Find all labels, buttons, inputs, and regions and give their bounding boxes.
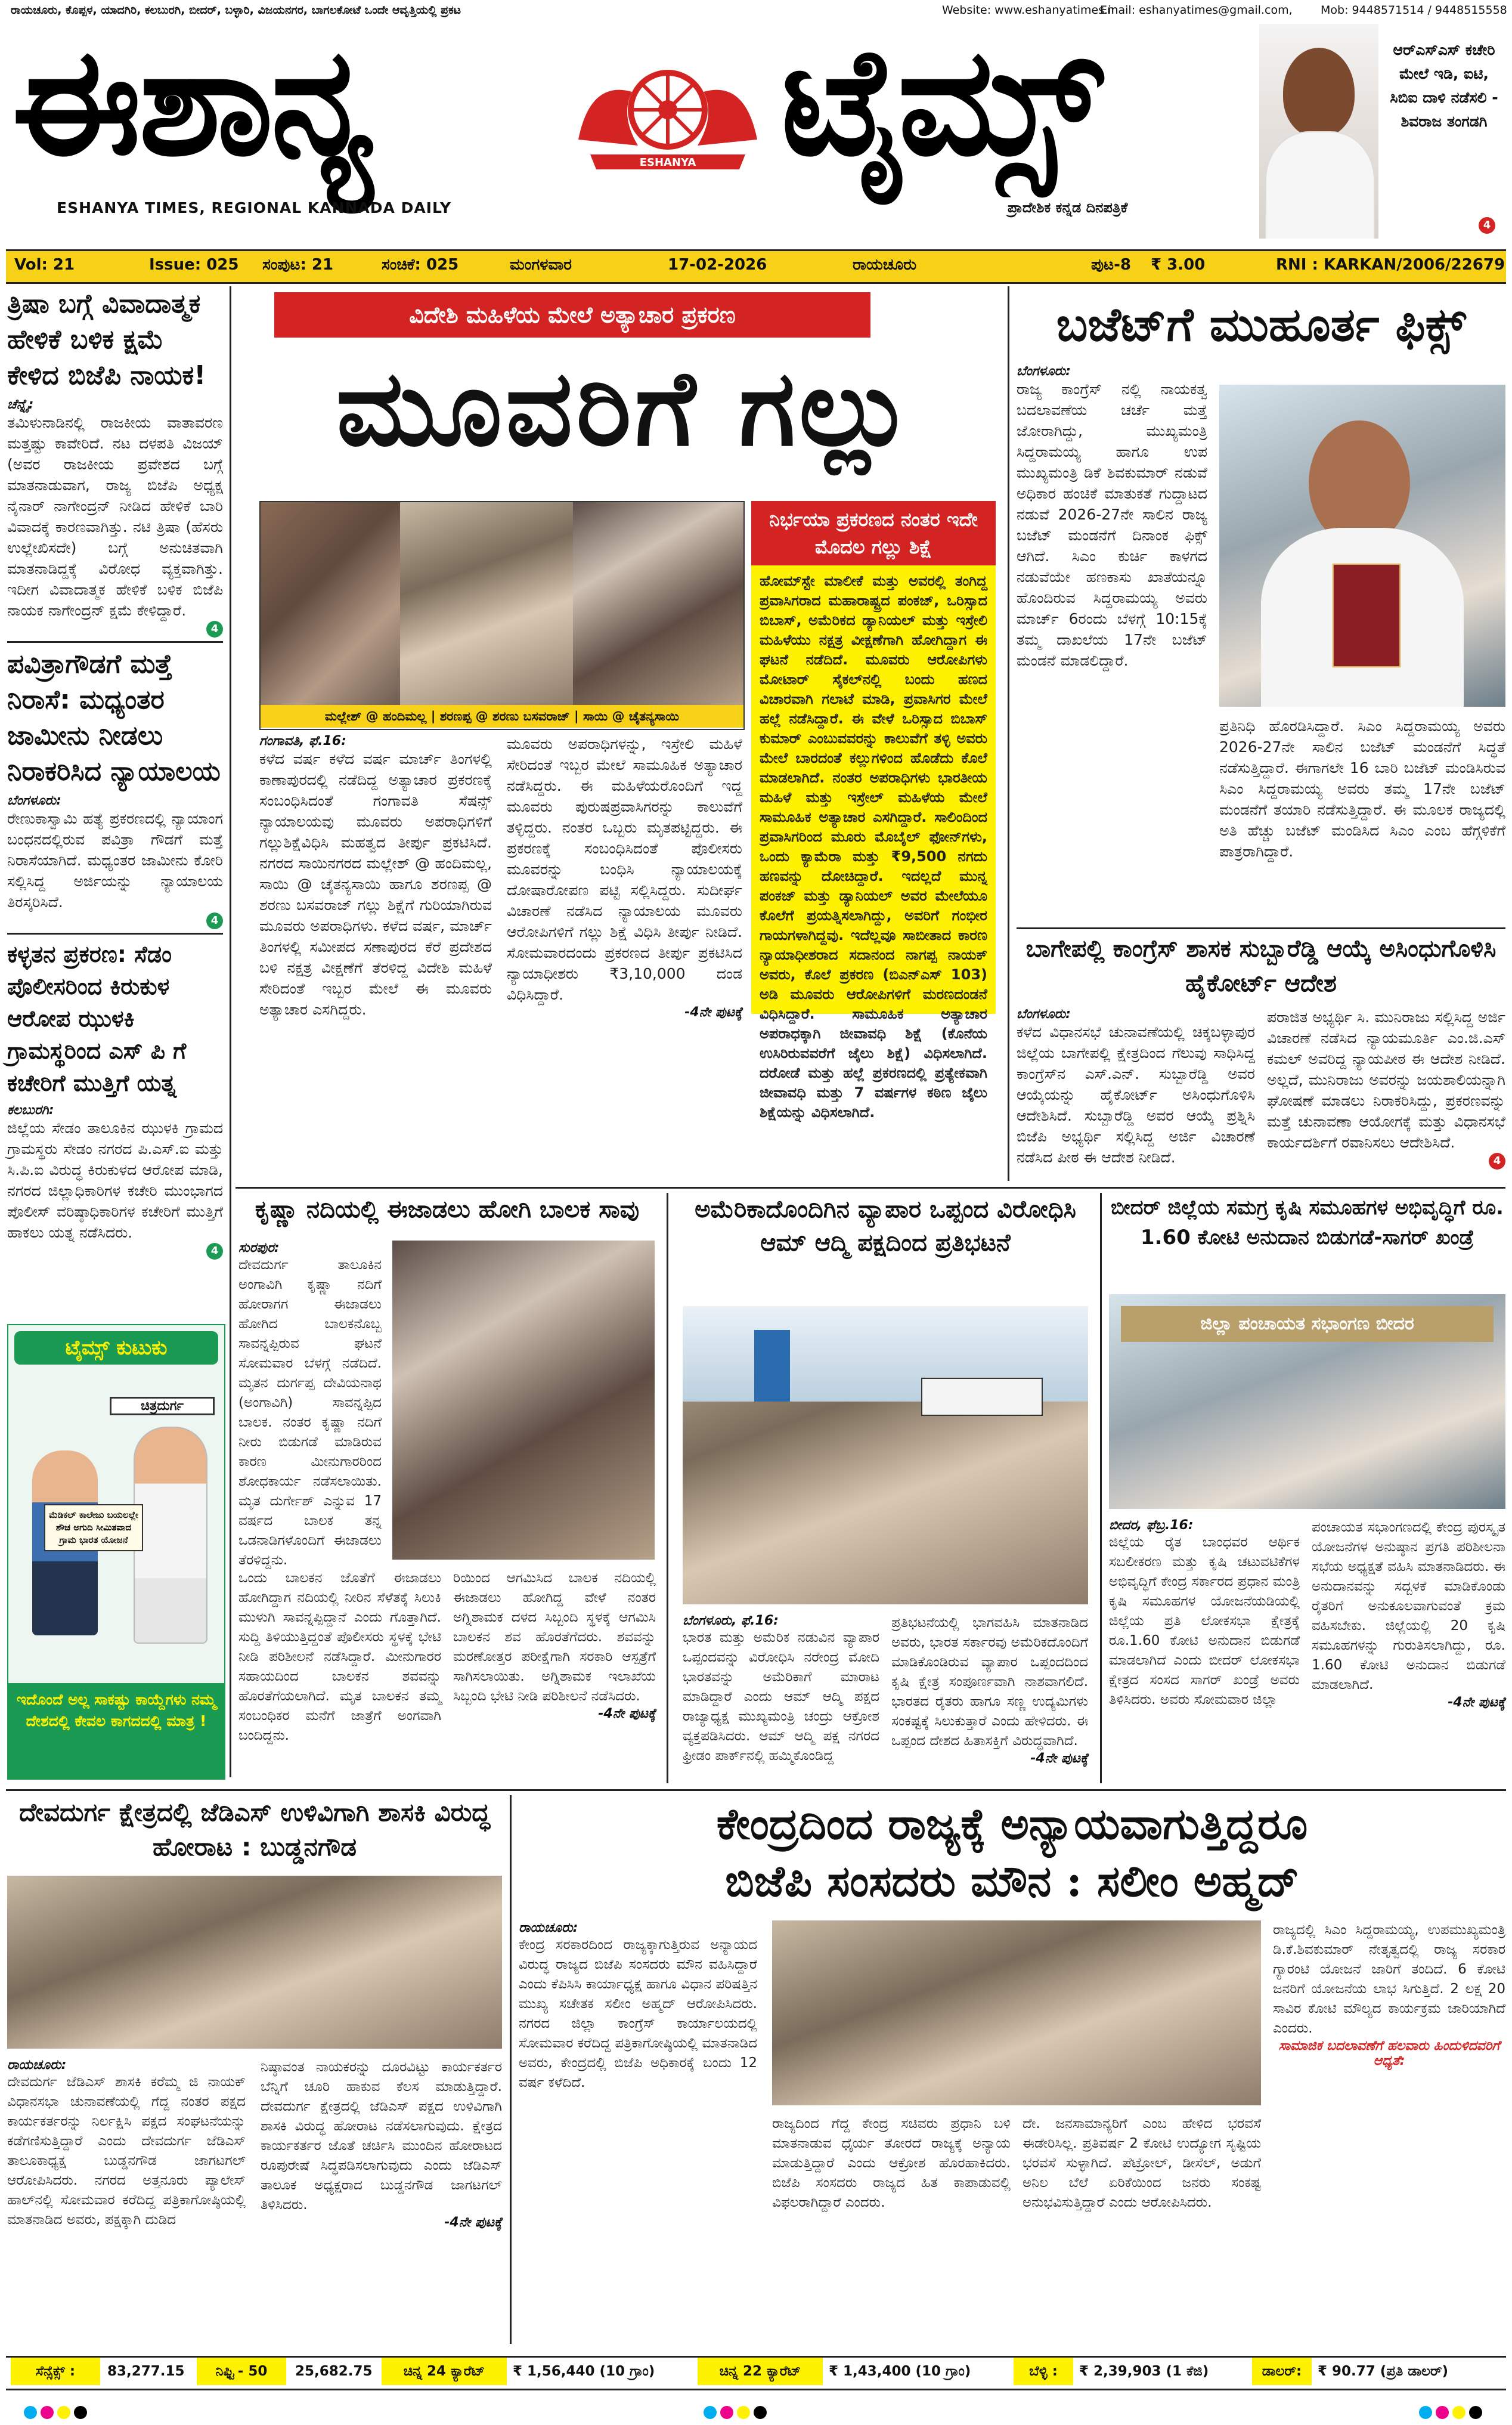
aap-protest-photo [683,1306,1088,1604]
budget-story[interactable] [1017,286,1505,913]
story-body: ದೇವದುರ್ಗ ಜೆಡಿಎಸ್ ಶಾಸಕಿ ಕರೆಮ್ಮ ಜಿ ನಾಯಕ್ ವಿಧಾನಸಭಾ ಚುನಾವಣೆಯಲ್ಲಿ ಗೆದ್ದ ನಂತರ ಪಕ್ಷದ ಕಾರ್ಯಕರ್ತರನ್ನು ನಿರ್ಲಕ್ಷಿಸಿ ಪಕ್ಷದ ಸಂಘಟನೆಯನ್ನು ಕಡೆಗಣಿಸುತ್ತಿದ್ದಾರೆ ಎಂದು ದೇವದುರ್ಗ ಜೆಡಿಎಸ್ ತಾಲೂಕಾಧ್ಯಕ್ಷ ಬುಡ್ಡನಗೌಡ ಜಾಗಟಗಲ್ ಆರೋಪಿಸಿದರು. ನಗರದ ಅತ್ತನೂರು ಪ್ಯಾಲೇಸ್ ಹಾಲ್‌ನಲ್ಲಿ ಸೋಮವಾರ ಕರೆದಿದ್ದ ಪತ್ರಿಕಾಗೋಷ್ಠಿಯಲ್ಲಿ ಮಾತನಾಡಿದ ಅವರು, ಪಕ್ಷಕ್ಕಾಗಿ ದುಡಿದ [7,2074,246,2228]
cartoon-logo: ಟೈಮ್ಸ್ ಕುಟುಕು [14,1331,218,1365]
quote-text: ಆರ್‌ಎಸ್‌ಎಸ್ ಕಚೇರಿ ಮೇಲೆ ಇಡಿ, ಐಟಿ, ಸಿಬಿಐ ದಾಳಿ ನಡೆಸಲಿ - ಶಿವರಾಜ ತಂಗಡಗಿ [1390,41,1498,130]
budget-photo-caption: ಪ್ರತಿನಿಧಿ ಹೊರಡಿಸಿದ್ದಾರೆ. ಸಿಎಂ ಸಿದ್ದರಾಮಯ್ಯ ಅವರು 2026-27ನೇ ಸಾಲಿನ ಬಜೆಟ್ ಮಂಡನೆಗೆ ಸಿದ್ಧತೆ ನಡೆಸುತ್ತಿದ್ದಾರೆ. ಈಗಾಗಲೇ 16 ಬಾರಿ ಬಜೆಟ್ ಮಂಡಿಸಿರುವ ಸಿಎಂ ಸಿದ್ದರಾಮಯ್ಯ ಅವರು ತಮ್ಮ 17ನೇ ಬಜೆಟ್ ಮಂಡನೆಗೆ ತಯಾರಿ ನಡೆಸುತ್ತಿದ್ದಾರೆ. ಈ ಮೂಲಕ ರಾಜ್ಯದಲ್ಲಿ ಅತಿ ಹೆಚ್ಚು ಬಜೆಟ್ ಮಂಡಿಸಿದ ಸಿಎಂ ಎಂಬ ಹೆಗ್ಗಳಿಕೆಗೆ ಪಾತ್ರರಾಗಿದ್ದಾರೆ. [1219,717,1505,860]
dateline: ಬೆಂಗಳೂರು: [7,793,61,808]
saleem-col-1 [519,1920,757,2093]
page-badge: 4 [206,913,223,929]
emblem-label: ESHANYA TIMES [639,156,696,181]
volume: Vol: 21 [14,256,75,274]
issue: Issue: 025 [149,256,239,274]
rni-number: RNI : KARKAN/2006/22679 [1276,256,1505,274]
masthead-title-left: ಈಶಾನ್ಯ [12,13,372,188]
mobile-numbers: Mob: 9448571514 / 9448515558 [1321,4,1507,17]
sensex-label: ಸೆನ್ಸೆಕ್ಸ್ : [11,2358,100,2385]
lead-story[interactable] [238,286,1000,1181]
accused-photo-1 [261,502,400,705]
story-body: ಪಂಚಾಯತ ಸಭಾಂಗಣದಲ್ಲಿ ಕೇಂದ್ರ ಪುರಸ್ಕೃತ ಯೋಜನೆಗಳ ಅನುಷ್ಠಾನ ಪ್ರಗತಿ ಪರಿಶೀಲನಾ ಸಭೆಯ ಅಧ್ಯಕ್ಷತೆ ವಹಿಸಿ ಮಾತನಾಡಿದರು. ಈ ಅನುದಾನವನ್ನು ಸದ್ಬಳಕೆ ಮಾಡಿಕೊಂಡು ರೈತರಿಗೆ ಅನುಕೂಲವಾಗುವಂತೆ ಕ್ರಮ ವಹಿಸಬೇಕು. ಜಿಲ್ಲೆಯಲ್ಲಿ 20 ಕೃಷಿ ಸಮೂಹಗಳನ್ನು ಗುರುತಿಸಲಾಗಿದ್ದು, ರೂ. 1.60 ಕೋಟಿ ಅನುದಾನ ಬಿಡುಗಡೆ ಮಾಡಲಾಗಿದೆ. [1312,1520,1505,1693]
lead-sidebar-title: ನಿರ್ಭಯಾ ಪ್ರಕರಣದ ನಂತರ ಇದೇ ಮೊದಲ ಗಲ್ಲು ಶಿಕ್ಷೆ [751,501,996,565]
accused-photo-caption: ಮಲ್ಲೇಶ್ @ ಹಂದಿಮಲ್ಲ | ಶರಣಪ್ಪ @ ಶರಣು ಬಸವರಾಜ್ | ಸಾಯಿ @ ಚೈತನ್ಯಸಾಯಿ [261,705,743,728]
bidar-story[interactable] [1109,1193,1505,1789]
aap-headline: ಅಮೆರಿಕಾದೊಂದಿಗಿನ ವ್ಯಾಪಾರ ಒಪ್ಪಂದ ವಿರೋಧಿಸಿ ಆಮ್ ಆದ್ಮಿ ಪಕ್ಷದಿಂದ ಪ್ರತಿಭಟನೆ [695,1196,1076,1257]
bagepalli-story[interactable] [1017,927,1505,1180]
story-body: ಕಳೆದ ವರ್ಷ ಕಳೆದ ವರ್ಷ ಮಾರ್ಚ್ ತಿಂಗಳಲ್ಲಿ ಕಾಣಾಪುರದಲ್ಲಿ ನಡೆದಿದ್ದ ಅತ್ಯಾಚಾರ ಪ್ರಕರಣಕ್ಕೆ ಸಂಬಂಧಿಸಿದಂತೆ ಗಂಗಾವತಿ ಸೆಷನ್ಸ್ ನ್ಯಾಯಾಲಯವು ಮೂವರು ಅಪರಾಧಿಗಳಿಗೆ ಗಲ್ಲುಶಿಕ್ಷೆವಿಧಿಸಿ ಮಹತ್ವದ ತೀರ್ಪು ಪ್ರಕಟಿಸಿದೆ. ನಗರದ ಸಾಯಿನಗರದ ಮಲ್ಲೇಶ್ @ ಹಂದಿಮಲ್ಲ, ಸಾಯಿ @ ಚೈತನ್ಯಸಾಯಿ ಹಾಗೂ ಶರಣಪ್ಪ @ ಶರಣು ಬಸವರಾಜ್ ಗಲ್ಲು ಶಿಕ್ಷೆಗೆ ಗುರಿಯಾಗಿರುವ ಮೂವರು ಅಪರಾಧಿಗಳು. ಕಳೆದ ವರ್ಷ, ಮಾರ್ಚ್ ತಿಂಗಳಲ್ಲಿ ಸಮೀಪದ ಸಣಾಪುರದ ಕೆರೆ ಪ್ರದೇಶದ ಬಳಿ ನಕ್ಷತ್ರ ವೀಕ್ಷಣೆಗೆ ತೆರಳಿದ್ದ ವಿದೇಶಿ ಮಹಿಳೆ ಸೇರಿದಂತೆ ಇಬ್ಬರ ಮೇಲೆ ಈ ಮೂವರು ಅತ್ಯಾಚಾರ ಎಸಗಿದ್ದರು. [259,750,492,1018]
issue-date: 17-02-2026 [668,256,767,274]
story-body: ದೇವದುರ್ಗ ತಾಲೂಕಿನ ಅಂಗಾವಿಗಿ ಕೃಷ್ಣಾ ನದಿಗೆ ಹೋರಾಗಗ ಈಜಾಡಲು ಹೋಗಿದ ಬಾಲಕನೊಬ್ಬ ಸಾವನ್ನಪ್ಪಿರುವ ಘಟನೆ ಸೋಮವಾರ ಬೆಳಗ್ಗೆ ನಡೆದಿದೆ. ಮೃತನ ದುರ್ಗಪ್ಪ ದೇವಿಯನಾಥ (ಅಂಗಾವಿಗಿ) ಸಾವನ್ನಪ್ಪಿದ ಬಾಲಕ. ನಂತರ ಕೃಷ್ಣಾ ನದಿಗೆ ನೀರು ಬಿಡುಗಡೆ ಮಾಡಿರುವ ಕಾರಣ ಮೀನುಗಾರರಿಂದ ಶೋಧಕಾರ್ಯ ನಡೆಸಲಾಯಿತು. ಮೃತ ದುರ್ಗೇಶ್ ಎನ್ನುವ 17 ವರ್ಷದ ಬಾಲಕ ತನ್ನ ಒಡನಾಡಿಗಳೊಂದಿಗೆ ಈಜಾಡಲು ತೆರಳಿದ್ದನು. [238,1257,382,1568]
headline: ಕಳ್ಳತನ ಪ್ರಕರಣ: ಸೆಡಂ ಪೊಲೀಸರಿಂದ ಕಿರುಕುಳ ಆರೋಪ ಝುಳಕಿ ಗ್ರಾಮಸ್ಥರಿಂದ ಎಸ್ ಪಿ ಗೆ ಕಚೇರಿಗೆ ಮುತ್ತಿಗೆ ಯತ್ನ [7,941,187,1096]
bagepalli-headline: ಬಾಗೇಪಲ್ಲಿ ಕಾಂಗ್ರೆಸ್ ಶಾಸಕ ಸುಬ್ಬಾರೆಡ್ಡಿ ಆಯ್ಕೆ ಅಸಿಂಧುಗೊಳಿಸಿ ಹೈಕೋರ್ಟ್ ಆದೇಶ [1025,935,1496,997]
story-pavithra[interactable] [7,647,223,929]
story-body: ಪ್ರತಿಭಟನೆಯಲ್ಲಿ ಭಾಗವಹಿಸಿ ಮಾತನಾಡಿದ ಅವರು, ಭಾರತ ಸರ್ಕಾರವು ಅಮೆರಿಕದೊಂದಿಗೆ ಮಾಡಿಕೊಂಡಿರುವ ವ್ಯಾಪಾರ ಒಪ್ಪಂದದಿಂದ ಕೃಷಿ ಕ್ಷೇತ್ರ ಸಂಪೂರ್ಣವಾಗಿ ನಾಶವಾಗಲಿದೆ. ಭಾರತದ ರೈತರು ಹಾಗೂ ಸಣ್ಣ ಉದ್ಯಮಿಗಳು ಸಂಕಷ್ಟಕ್ಕೆ ಸಿಲುಕುತ್ತಾರೆ ಎಂದು ಹೇಳಿದರು. ಈ ಒಪ್ಪಂದ ದೇಶದ ಹಿತಾಸಕ್ತಿಗೆ ವಿರುದ್ಧವಾಗಿದೆ. [891,1615,1088,1749]
krishna-headline: ಕೃಷ್ಣಾ ನದಿಯಲ್ಲಿ ಈಜಾಡಲು ಹೋಗಿ ಬಾಲಕ ಸಾವು [255,1196,640,1223]
bidar-headline: ಬೀದರ್ ಜಿಲ್ಲೆಯ ಸಮಗ್ರ ಕೃಷಿ ಸಮೂಹಗಳ ಅಭಿವೃದ್ಧಿಗೆ ರೂ. 1.60 ಕೋಟಿ ಅನುದಾನ ಬಿಡುಗಡೆ-ಸಾಗರ್ ಖಂಡ್ರೆ [1111,1196,1504,1249]
silver-value: ₹ 2,39,903 (1 ಕೆಜಿ) [1079,2364,1209,2379]
page-badge: 4 [206,1243,223,1260]
aap-col-2 [891,1613,1088,1766]
dateline: ಬೆಂಗಳೂರು: [1017,364,1071,379]
saleem-headline-line-2: ಬಿಜೆಪಿ ಸಂಸದರು ಮೌನ : ಸಲೀಂ ಅಹ್ಮದ್ [725,1855,1299,1906]
masthead-title-right: ಟೈಮ್ಸ್ [781,13,1100,188]
story-body: ರೇಣುಕಾಸ್ವಾಮಿ ಹತ್ಯೆ ಪ್ರಕರಣದಲ್ಲಿ ನ್ಯಾಯಾಂಗ ಬಂಧನದಲ್ಲಿರುವ ಪವಿತ್ರಾ ಗೌಡಗೆ ಮತ್ತೆ ನಿರಾಸೆಯಾಗಿದೆ. ಮಧ್ಯಂತರ ಜಾಮೀನು ಕೋರಿ ಸಲ್ಲಿಸಿದ್ದ ಅರ್ಜಿಯನ್ನು ನ್ಯಾಯಾಲಯ ತಿರಸ್ಕರಿಸಿದೆ. [7,810,223,911]
price: ₹ 3.00 [1151,256,1206,274]
masthead-english-name: ESHANYA TIMES, REGIONAL KANNADA DAILY [57,199,452,216]
aap-story[interactable] [677,1193,1094,1789]
story-body: ಕೇಂದ್ರ ಸರಕಾರದಿಂದ ರಾಜ್ಯಕ್ಕಾಗುತ್ತಿರುವ ಅನ್ಯಾಯದ ವಿರುದ್ಧ ರಾಜ್ಯದ ಬಿಜೆಪಿ ಸಂಸದರು ಮೌನ ವಹಿಸಿದ್ದಾರೆ ಎಂದು ಕೆಪಿಸಿಸಿ ಕಾರ್ಯಾಧ್ಯಕ್ಷ ಹಾಗೂ ವಿಧಾನ ಪರಿಷತ್ತಿನ ಮುಖ್ಯ ಸಚೇತಕ ಸಲೀಂ ಅಹ್ಮದ್ ಆರೋಪಿಸಿದರು. ನಗರದ ಜಿಲ್ಲಾ ಕಾಂಗ್ರೆಸ್ ಕಾರ್ಯಾಲಯದಲ್ಲಿ ಸೋಮವಾರ ಕರೆದಿದ್ದ ಪತ್ರಿಕಾಗೋಷ್ಠಿಯಲ್ಲಿ ಮಾತನಾಡಿದ ಅವರು, ಕೇಂದ್ರದಲ್ಲಿ ಬಿಜೆಪಿ ಅಧಿಕಾರಕ್ಕೆ ಬಂದು 12 ವರ್ಷ ಕಳೆದಿದೆ. [519,1937,757,2090]
saleem-story[interactable] [519,1795,1505,2350]
continued-subhead: ಸಾಮಾಜಿಕ ಬದಲಾವಣೆಗೆ ಹಲವಾರು ಹಿಂದುಳಿದವರಿಗೆ ಆಧ್ಯತೆ: [1278,2039,1500,2068]
cartoon-placard: ಮೆಡಿಕಲ್ ಕಾಲೇಜು ಬಯಲಲ್ಲೇ ಶೌಚ ಅಗುದಿ ಸೀಮಿತವಾದ ಗ್ರಾಮ ಭಾರತ ಯೋಜನೆ [44,1504,143,1551]
dollar-value: ₹ 90.77 (ಪ್ರತಿ ಡಾಲರ್) [1318,2364,1449,2379]
lead-kicker: ವಿದೇಶಿ ಮಹಿಳೆಯ ಮೇಲೆ ಅತ್ಯಾಚಾರ ಪ್ರಕರಣ [274,292,870,338]
devadurga-headline: ದೇವದುರ್ಗ ಕ್ಷೇತ್ರದಲ್ಲಿ ಜೆಡಿಎಸ್ ಉಳಿವಿಗಾಗಿ ಶಾಸಕಿ ವಿರುದ್ಧ ಹೋರಾಟ : ಬುಡ್ಡನಗೌಡ [19,1798,490,1861]
gold22-label: ಚಿನ್ನ 22 ಕ್ಯಾರೆಟ್ [698,2358,823,2385]
accused-photo-3 [573,502,743,705]
masthead-emblem [566,44,769,181]
sensex-value: 83,277.15 [107,2364,185,2379]
story-body: ಒಂದು ಬಾಲಕನ ಜೊತೆಗೆ ಈಜಾಡಲು ಹೋಗಿದ್ದಾಗ ನದಿಯಲ್ಲಿ ನೀರಿನ ಸೆಳೆತಕ್ಕೆ ಸಿಲುಕಿ ಮುಳುಗಿ ಸಾವನ್ನಪ್ಪಿದ್ದಾನೆ ಎಂದು ಗೊತ್ತಾಗಿದೆ. ಸುದ್ದಿ ತಿಳಿಯುತ್ತಿದ್ದಂತೆ ಪೊಲೀಸರು ಸ್ಥಳಕ್ಕೆ ಭೇಟಿ ನೀಡಿ ಪರಿಶೀಲನೆ ನಡೆಸಿದ್ದಾರೆ. ಮೀನುಗಾರರ ಸಹಾಯದಿಂದ ಬಾಲಕನ ಶವವನ್ನು ಹೊರತೆಗೆಯಲಾಗಿದೆ. ಮೃತ ಬಾಲಕನ ತಮ್ಮ ಸಂಬಂಧಿಕರ ಮನೆಗೆ ಜಾತ್ರೆಗೆ ಅಂಗವಾಗಿ ಬಂದಿದ್ದನು. [238,1570,441,1743]
krishna-col-1 [238,1569,441,1746]
accused-photo-2 [400,502,573,705]
continued-on[interactable]: -4ನೇ ಪುಟಕ್ಕೆ [684,1005,742,1020]
dateline: ಗಂಗಾವತಿ, ಫೆ.16: [259,734,346,748]
cartoon-figure-right [134,1427,207,1644]
siddaramaiah-photo [1219,385,1505,707]
cartoon-city-sign: ಚಿತ್ರದುರ್ಗ [110,1397,215,1415]
bidar-meeting-photo [1109,1294,1505,1509]
bidar-col-1 [1109,1518,1300,1710]
website-link[interactable]: Website: www.eshanyatimes.in [942,4,1118,17]
page-badge: 4 [1489,1153,1505,1170]
masthead-tagline: ಪ್ರಾದೇಶಿಕ ಕನ್ನಡ ದಿನಪತ್ರಿಕೆ [1008,199,1128,216]
devadurga-col-2 [261,2058,502,2230]
krishna-story[interactable] [238,1193,656,1789]
samputa: ಸಂಪುಟ: 21 [262,256,334,274]
saleem-col-4 [1273,1920,1505,2068]
gold24-label: ಚಿನ್ನ 24 ಕ್ಯಾರೆಟ್ [382,2358,507,2385]
silver-label: ಬೆಳ್ಳಿ : [1014,2358,1073,2385]
sanchike: ಸಂಚಿಕೆ: 025 [382,256,459,274]
devadurga-story[interactable] [7,1795,502,2350]
devadurga-photo [7,1876,502,2049]
weekday: ಮಂಗಳವಾರ [510,256,572,274]
saleem-col-3 [1023,2114,1261,2213]
story-body: ರಾಜ್ಯ ಕಾಂಗ್ರೆಸ್ ನಲ್ಲಿ ನಾಯಕತ್ವ ಬದಲಾವಣೆಯ ಚರ್ಚೆ ಮತ್ತೆ ಜೋರಾಗಿದ್ದು, ಮುಖ್ಯಮಂತ್ರಿ ಸಿದ್ದರಾಮಯ್ಯ ಹಾಗೂ ಉಪ ಮುಖ್ಯಮಂತ್ರಿ ಡಿಕೆ ಶಿವಕುಮಾರ್ ನಡುವೆ ಅಧಿಕಾರ ಹಂಚಿಕೆ ಮಾತುಕತೆ ಗುದ್ದಾಟದ ನಡುವೆ 2026-27ನೇ ಸಾಲಿನ ರಾಜ್ಯ ಬಜೆಟ್ ಮಂಡನೆಗೆ ದಿನಾಂಕ ಫಿಕ್ಸ್ ಆಗಿದೆ. ಸಿಎಂ ಕುರ್ಚಿ ಕಾಳಗದ ನಡುವೆಯೇ ಹಣಕಾಸು ಖಾತೆಯನ್ನೂ ಹೊಂದಿರುವ ಸಿದ್ದರಾಮಯ್ಯ ಅವರು ಮಾರ್ಚ್ 6ರಂದು ಬೆಳಗ್ಗೆ 10:15ಕ್ಕೆ ತಮ್ಮ ದಾಖಲೆಯ 17ನೇ ಬಜೆಟ್ ಮಂಡನೆ ಮಾಡಲಿದ್ದಾರೆ. [1017,381,1207,669]
meeting-banner: ಜಿಲ್ಲಾ ಪಂಚಾಯತ ಸಭಾಂಗಣ ಬೀದರ [1121,1306,1494,1342]
story-body: ಜಿಲ್ಲೆಯ ರೈತ ಬಾಂಧವರ ಆರ್ಥಿಕ ಸಬಲೀಕರಣ ಮತ್ತು ಕೃಷಿ ಚಟುವಟಿಕೆಗಳ ಅಭಿವೃದ್ಧಿಗೆ ಕೇಂದ್ರ ಸರ್ಕಾರದ ಪ್ರಧಾನ ಮಂತ್ರಿ ಕೃಷಿ ಸಮೂಹಗಳ ಯೋಜನೆಯಡಿಯಲ್ಲಿ ಜಿಲ್ಲೆಯ ಪ್ರತಿ ಲೋಕಸಭಾ ಕ್ಷೇತ್ರಕ್ಕೆ ರೂ.1.60 ಕೋಟಿ ಅನುದಾನ ಬಿಡುಗಡೆ ಮಾಡಲಾಗಿದೆ ಎಂದು ಬೀದರ್ ಲೋಕಸಭಾ ಕ್ಷೇತ್ರದ ಸಂಸದ ಸಾಗರ್ ಖಂಡ್ರೆ ಅವರು ತಿಳಿಸಿದರು. ಅವರು ಸೋಮವಾರ ಜಿಲ್ಲಾ [1109,1535,1300,1708]
market-ticker [6,2356,1506,2390]
dollar-label: ಡಾಲರ್: [1252,2358,1312,2385]
story-body: ರಾಜ್ಯದಲ್ಲಿ ಸಿಎಂ ಸಿದ್ದರಾಮಯ್ಯ, ಉಪಮುಖ್ಯಮಂತ್ರಿ ಡಿ.ಕೆ.ಶಿವಕುಮಾರ್ ನೇತೃತ್ವದಲ್ಲಿ ರಾಜ್ಯ ಸರಕಾರ ಗ್ಯಾರಂಟಿ ಯೋಜನೆ ಜಾರಿಗೆ ತಂದಿದೆ. 6 ಕೋಟಿ ಜನರಿಗೆ ಯೋಜನೆಯ ಲಾಭ ಸಿಗುತ್ತಿದೆ. 2 ಲಕ್ಷ 20 ಸಾವಿರ ಕೋಟಿ ಮೌಲ್ಯದ ಕಾರ್ಯಕ್ರಮ ಜಾರಿಯಾಗಿದೆ ಎಂದರು. [1273,1922,1505,2036]
lead-body-col-2 [507,734,742,1020]
nifty-value: 25,682.75 [295,2364,373,2379]
krishna-side-col [238,1241,382,1570]
lead-sidebar [751,501,996,1121]
lead-body-col-1 [259,734,492,1020]
saleem-pressmeet-photo [772,1920,1261,2105]
story-body: ಭಾರತ ಮತ್ತು ಅಮೆರಿಕ ನಡುವಿನ ವ್ಯಾಪಾರ ಒಪ್ಪಂದವನ್ನು ವಿರೋಧಿಸಿ ನರೇಂದ್ರ ಮೋದಿ ಭಾರತವನ್ನು ಅಮೆರಿಕಾಗೆ ಮಾರಾಟ ಮಾಡಿದ್ದಾರೆ ಎಂದು ಆಮ್ ಆದ್ಮಿ ಪಕ್ಷದ ರಾಜ್ಯಾಧ್ಯಕ್ಷ ಮುಖ್ಯಮಂತ್ರಿ ಚಂದ್ರು ಆಕ್ರೋಶ ವ್ಯಕ್ತಪಡಿಸಿದರು. ಆಮ್ ಆದ್ಮಿ ಪಕ್ಷ ನಗರದ ಫ್ರೀಡಂ ಪಾರ್ಕ್‌ನಲ್ಲಿ ಹಮ್ಮಿಕೊಂಡಿದ್ದ [683,1630,879,1764]
krishna-col-2 [453,1569,656,1721]
quote-page-badge: 4 [1479,217,1495,234]
bagepalli-col-1 [1017,1007,1255,1168]
krishna-photo [392,1241,655,1560]
budget-col-1 [1017,364,1207,671]
lead-body [259,734,742,1181]
dateline: ಚೆನ್ನೈ: [7,397,34,412]
continued-on[interactable]: -4ನೇ ಪುಟಕ್ಕೆ [444,2215,502,2230]
bagepalli-col-2 [1267,1007,1505,1170]
saleem-headline-line-1: ಕೇಂದ್ರದಿಂದ ರಾಜ್ಯಕ್ಕೆ ಅನ್ಯಾಯವಾಗುತ್ತಿದ್ದರೂ [716,1798,1308,1849]
story-body: ಕಳೆದ ವಿಧಾನಸಭೆ ಚುನಾವಣೆಯಲ್ಲಿ ಚಿಕ್ಕಬಳ್ಳಾಪುರ ಜಿಲ್ಲೆಯ ಬಾಗೇಪಲ್ಲಿ ಕ್ಷೇತ್ರದಿಂದ ಗೆಲುವು ಸಾಧಿಸಿದ್ದ ಕಾಂಗ್ರೆಸ್‌ನ ಎಸ್.ಎನ್. ಸುಬ್ಬಾರೆಡ್ಡಿ ಅವರ ಆಯ್ಕೆಯನ್ನು ಹೈಕೋರ್ಟ್ ಅಸಿಂಧುಗೊಳಿಸಿ ಆದೇಶಿಸಿದೆ. ಸುಬ್ಬಾರೆಡ್ಡಿ ಅವರ ಆಯ್ಕೆ ಪ್ರಶ್ನಿಸಿ ಬಿಜೆಪಿ ಅಭ್ಯರ್ಥಿ ಸಲ್ಲಿಸಿದ್ದ ಅರ್ಜಿ ವಿಚಾರಣೆ ನಡೆಸಿದ ಪೀಠ ಈ ಆದೇಶ ನೀಡಿದೆ. [1017,1023,1255,1166]
story-body: ರಿಯಿಂದ ಆಗಮಿಸಿದ ಬಾಲಕ ನದಿಯಲ್ಲಿ ಈಜಾಡಲು ಹೋಗಿದ್ದ ವೇಳೆ ನಂತರ ಅಗ್ನಿಶಾಮಕ ದಳದ ಸಿಬ್ಬಂದಿ ಸ್ಥಳಕ್ಕೆ ಆಗಮಿಸಿ ಬಾಲಕನ ಶವ ಹೊರತೆಗೆದರು. ಶವವನ್ನು ಮರಣೋತ್ತರ ಪರೀಕ್ಷೆಗಾಗಿ ಸರಕಾರಿ ಆಸ್ಪತ್ರೆಗೆ ಸಾಗಿಸಲಾಯಿತು. ಅಗ್ನಿಶಾಮಕ ಇಲಾಖೆಯ ಸಿಬ್ಬಂದಿ ಭೇಟಿ ನೀಡಿ ಪರಿಶೀಲನೆ ನಡೆಸಿದರು. [453,1570,656,1704]
continued-on[interactable]: -4ನೇ ಪುಟಕ್ಕೆ [598,1706,656,1721]
story-trisha[interactable] [7,286,223,638]
page-count: ಪುಟ-8 [1091,256,1132,274]
devadurga-col-1 [7,2058,246,2230]
story-body: ರಾಜ್ಯದಿಂದ ಗೆದ್ದ ಕೇಂದ್ರ ಸಚಿವರು ಪ್ರಧಾನಿ ಬಳಿ ಮಾತನಾಡುವ ಧೈರ್ಯ ತೋರದೆ ರಾಜ್ಯಕ್ಕೆ ಅನ್ಯಾಯ ಮಾಡುತ್ತಿದ್ದಾರೆ ಎಂದು ಆಕ್ರೋಶ ಹೊರಹಾಕಿದರು. ಬಿಜೆಪಿ ಸಂಸದರು ರಾಜ್ಯದ ಹಿತ ಕಾಪಾಡುವಲ್ಲಿ ವಿಫಲರಾಗಿದ್ದಾರೆ ಎಂದರು. [772,2116,1011,2210]
story-body: ಪರಾಜಿತ ಅಭ್ಯರ್ಥಿ ಸಿ. ಮುನಿರಾಜು ಸಲ್ಲಿಸಿದ್ದ ಅರ್ಜಿ ವಿಚಾರಣೆ ನಡೆಸಿದ ನ್ಯಾಯಮೂರ್ತಿ ಎಂ.ಜಿ.ಎಸ್ ಕಮಲ್ ಅವರಿದ್ದ ನ್ಯಾಯಪೀಠ ಈ ಆದೇಶ ನೀಡಿದೆ. ಅಲ್ಲದೆ, ಮುನಿರಾಜು ಅವರನ್ನು ಜಯಶಾಲಿಯನ್ನಾಗಿ ಘೋಷಣೆ ಮಾಡಲು ನಿರಾಕರಿಸಿದ್ದು, ಪ್ರಕರಣವನ್ನು ಮತ್ತೆ ಚುನಾವಣಾ ಆಯೋಗಕ್ಕೆ ಮತ್ತು ವಿಧಾನಸಭೆ ಕಾರ್ಯದರ್ಶಿಗೆ ರವಾನಿಸಲು ಆದೇಶಿಸಿದೆ. [1267,1009,1505,1151]
info-bar [6,249,1506,284]
masthead [0,13,1512,247]
headline: ಪವಿತ್ರಾಗೌಡಗೆ ಮತ್ತೆ ನಿರಾಸೆ: ಮಧ್ಯಂತರ ಜಾಮೀನು ನೀಡಲು ನಿರಾಕರಿಸಿದ ನ್ಯಾಯಾಲಯ [7,649,221,787]
dateline: ಕಲಬುರಗಿ: [7,1103,54,1118]
dateline: ಬೆಂಗಳೂರು: [1017,1007,1071,1022]
story-body: ದೇ. ಜನಸಾಮಾನ್ಯರಿಗೆ ಎಂಬ ಹೇಳಿದ ಭರವಸೆ ಈಡೇರಿಸಿಲ್ಲ. ಪ್ರತಿವರ್ಷ 2 ಕೋಟಿ ಉದ್ಯೋಗ ಸೃಷ್ಟಿಯ ಭರವಸೆ ಸುಳ್ಳಾಗಿದೆ. ಪೆಟ್ರೋಲ್, ಡೀಸೆಲ್, ಅಡುಗೆ ಅನಿಲ ಬೆಲೆ ಏರಿಕೆಯಿಂದ ಜನರು ಸಂಕಷ್ಟ ಅನುಭವಿಸುತ್ತಿದ್ದಾರೆ ಎಂದು ಆರೋಪಿಸಿದರು. [1023,2116,1261,2210]
saleem-col-2 [772,2114,1011,2213]
budget-headline: ಬಜೆಟ್‌ಗೆ ಮುಹೂರ್ತ ಫಿಕ್ಸ್ [1056,298,1466,352]
registration-marks [0,2404,1512,2421]
page-badge: 4 [206,621,223,638]
dateline: ರಾಯಚೂರು: [519,1920,578,1935]
dateline: ಬೀದರ, ಫೆಬ್ರ.16: [1109,1518,1194,1533]
dateline: ರಾಯಚೂರು: [7,2058,67,2073]
dateline: ಸುರಪುರ: [238,1241,280,1255]
story-body: ನಿಷ್ಠಾವಂತ ನಾಯಕರನ್ನು ದೂರವಿಟ್ಟು ಕಾರ್ಯಕರ್ತರ ಬೆನ್ನಿಗೆ ಚೂರಿ ಹಾಕುವ ಕೆಲಸ ಮಾಡುತ್ತಿದ್ದಾರೆ. ದೇವದುರ್ಗ ಕ್ಷೇತ್ರದಲ್ಲಿ ಜೆಡಿಎಸ್ ಪಕ್ಷದ ಉಳಿವಿಗಾಗಿ ಶಾಸಕಿ ವಿರುದ್ಧ ಹೋರಾಟ ನಡೆಸಲಾಗುವುದು. ಕ್ಷೇತ್ರದ ಕಾರ್ಯಕರ್ತರ ಜೊತೆ ಚರ್ಚಿಸಿ ಮುಂದಿನ ಹೋರಾಟದ ರೂಪುರೇಷೆ ಸಿದ್ಧಪಡಿಸಲಾಗುವುದು ಎಂದು ಜೆಡಿಎಸ್ ತಾಲೂಕ ಅಧ್ಯಕ್ಷರಾದ ಬುಡ್ಡನಗೌಡ ಜಾಗಟಗಲ್ ತಿಳಿಸಿದರು. [261,2059,502,2213]
accused-photos [259,501,745,730]
gold24-value: ₹ 1,56,440 (10 ಗ್ರಾಂ) [513,2364,655,2379]
lead-headline: ಮೂವರಿಗೆ ಗಲ್ಲು [336,347,916,469]
continued-on[interactable]: -4ನೇ ಪುಟಕ್ಕೆ [1030,1751,1088,1766]
aap-col-1 [683,1613,879,1766]
dateline: ಬೆಂಗಳೂರು, ಫೆ.16: [683,1613,779,1628]
quote-portrait [1259,24,1378,239]
email-link[interactable]: Email: eshanyatimes@gmail.com, [1100,4,1293,17]
cartoon-caption: ಇದೊಂದೆ ಅಲ್ಲ ಸಾಕಷ್ಟು ಕಾಯ್ದೆಗಳು ನಮ್ಮ ದೇಶದಲ್ಲಿ ಕೇವಲ ಕಾಗದದಲ್ಲಿ ಮಾತ್ರ ! [8,1683,224,1778]
story-body: ಜಿಲ್ಲೆಯ ಸೇಡಂ ತಾಲೂಕಿನ ಝುಳಕಿ ಗ್ರಾಮದ ಗ್ರಾಮಸ್ಥರು ಸೇಡಂ ನಗರದ ಪಿ.ಎಸ್.ಐ ಮತ್ತು ಸಿ.ಪಿ.ಐ ವಿರುದ್ಧ ಕಿರುಕುಳದ ಆರೋಪ ಮಾಡಿ, ನಗರದ ಜಿಲ್ಲಾಧಿಕಾರಿಗಳ ಕಚೇರಿ ಮುಂಭಾಗದ ಪೊಲೀಸ್ ವರಿಷ್ಠಾಧಿಕಾರಿಗಳ ಕಚೇರಿಗೆ ಮುತ್ತಿಗೆ ಹಾಕಲು ಯತ್ನ ನಡೆಸಿದರು. [7,1119,223,1241]
gold22-value: ₹ 1,43,400 (10 ಗ್ರಾಂ) [829,2364,971,2379]
bidar-col-2 [1312,1518,1505,1710]
distribution-districts: ರಾಯಚೂರು, ಕೊಪ್ಪಳ, ಯಾದಗಿರಿ, ಕಲಬುರಗಿ, ಬೀದರ್, ಬಳ್ಳಾರಿ, ವಿಜಯನಗರ, ಬಾಗಲಕೋಟೆ ಒಂದೇ ಆವೃತ್ತಿಯಲ್ಲಿ ಪ್ರಕಟ [11,4,461,17]
lead-sidebar-body: ಹೋಮ್‌ಸ್ಟೇ ಮಾಲೀಕೆ ಮತ್ತು ಅವರಲ್ಲಿ ತಂಗಿದ್ದ ಪ್ರವಾಸಿಗರಾದ ಮಹಾರಾಷ್ಟ್ರದ ಪಂಕಜ್, ಒರಿಸ್ಸಾದ ಬಿಬಾಸ್, ಅಮೆರಿಕದ ಡ್ಯಾನಿಯಲ್ ಮತ್ತು ಇಸ್ರೇಲಿ ಮಹಿಳೆಯು ನಕ್ಷತ್ರ ವೀಕ್ಷಣೆಗಾಗಿ ಹೋಗಿದ್ದಾಗ ಈ ಘಟನೆ ನಡೆದಿದೆ. ಮೂವರು ಆರೋಪಿಗಳು ಮೋಟಾರ್ ಸೈಕಲ್‌ನಲ್ಲಿ ಬಂದು ಹಣದ ವಿಚಾರವಾಗಿ ಗಲಾಟೆ ಮಾಡಿ, ಪ್ರವಾಸಿಗರ ಮೇಲೆ ಹಲ್ಲೆ ನಡೆಸಿದ್ದಾರೆ. ಈ ವೇಳೆ ಒರಿಸ್ಸಾದ ಬಿಬಾಸ್ ಕುಮಾರ್ ಎಂಬುವವರನ್ನು ಕಾಲುವೆಗೆ ತಳ್ಳಿ ಅವರು ಮೇಲೆ ಬಾರದಂತೆ ಕಲ್ಲುಗಳಿಂದ ಹೊಡೆದು ಕೊಲೆ ಮಾಡಲಾಗಿದೆ. ನಂತರ ಅಪರಾಧಿಗಳು ಭಾರತೀಯ ಮಹಿಳೆ ಮತ್ತು ಇಸ್ರೇಲ್ ಮಹಿಳೆಯ ಮೇಲೆ ಸಾಮೂಹಿಕ ಅತ್ಯಾಚಾರ ಎಸಗಿದ್ದಾರೆ. ಸಾಲಿಂದಿಂದ ಪ್ರವಾಸಿಗರಿಂದ ಮೂರು ಮೊಬೈಲ್ ಫೋನ್‌ಗಳು, ಒಂದು ಕ್ಯಾಮೆರಾ ಮತ್ತು ₹9,500 ನಗದು ಹಣವನ್ನು ದೋಚಿದ್ದಾರೆ. ಇದಲ್ಲದೆ ಮುನ್ನ ಪಂಕಜ್ ಮತ್ತು ಡ್ಯಾನಿಯಲ್ ಅವರ ಮೇಲೆಯೂ ಕೊಲೆಗೆ ಪ್ರಯತ್ನಿಸಲಾಗಿದ್ದು, ಅವರಿಗೆ ಗಂಭೀರ ಗಾಯಗಳಾಗಿದ್ದವು. ಇದೆಲ್ಲವೂ ಸಾಬೀತಾದ ಕಾರಣ ನ್ಯಾಯಾಧೀಶರಾದ ಸದಾನಂದ ನಾಗಪ್ಪ ನಾಯಕ್ ಅವರು, ಕೊಲೆ ಪ್ರಕರಣ (ಬಿಎನ್‌ಎಸ್ 103) ಅಡಿ ಮೂವರು ಆರೋಪಿಗಳಿಗೆ ಮರಣದಂಡನೆ ವಿಧಿಸಿದ್ದಾರೆ. ಸಾಮೂಹಿಕ ಅತ್ಯಾಚಾರ ಅಪರಾಧಕ್ಕಾಗಿ ಜೀವಾವಧಿ ಶಿಕ್ಷೆ (ಕೊನೆಯ ಉಸಿರಿರುವವರೆಗೆ ಜೈಲು ಶಿಕ್ಷೆ) ವಿಧಿಸಲಾಗಿದೆ. ದರೋಡೆ ಮತ್ತು ಹಲ್ಲೆ ಪ್ರಕರಣದಲ್ಲಿ ಪ್ರತ್ಯೇಕವಾಗಿ ಜೀವಾವಧಿ ಮತ್ತು 7 ವರ್ಷಗಳ ಕಠಿಣ ಜೈಲು ಶಿಕ್ಷೆಯನ್ನು ವಿಧಿಸಲಾಗಿದೆ. [760,573,987,1121]
cartoon-box [7,1324,225,1780]
continued-on[interactable]: -4ನೇ ಪುಟಕ್ಕೆ [1448,1695,1505,1710]
edition-place: ರಾಯಚೂರು [853,256,917,274]
story-sedam[interactable] [7,938,223,1260]
nifty-label: ನಿಫ್ಟಿ - 50 [197,2358,286,2385]
headline: ತ್ರಿಷಾ ಬಗ್ಗೆ ವಿವಾದಾತ್ಮಕ ಹೇಳಿಕೆ ಬಳಿಕ ಕ್ಷಮೆ ಕೇಳಿದ ಬಿಜೆಪಿ ನಾಯಕ! [7,289,206,391]
story-body: ಮೂವರು ಅಪರಾಧಿಗಳನ್ನು, ಇಸ್ರೇಲಿ ಮಹಿಳೆ ಸೇರಿದಂತೆ ಇಬ್ಬರ ಮೇಲೆ ಸಾಮೂಹಿಕ ಅತ್ಯಾಚಾರ ನಡೆಸಿದ್ದರು. ಈ ಮಹಿಳೆಯರೊಂದಿಗೆ ಇದ್ದ ಮೂವರು ಪುರುಷಪ್ರವಾಸಿಗರನ್ನು ಕಾಲುವೆಗೆ ತಳ್ಳಿದ್ದರು. ನಂತರ ಒಬ್ಬರು ಮೃತಪಟ್ಟಿದ್ದರು. ಈ ಪ್ರಕರಣಕ್ಕೆ ಸಂಬಂಧಿಸಿದಂತೆ ಪೊಲೀಸರು ಮೂವರನ್ನು ಬಂಧಿಸಿ ನ್ಯಾಯಾಲಯಕ್ಕೆ ದೋಷಾರೋಪಣ ಪಟ್ಟಿ ಸಲ್ಲಿಸಿದ್ದರು. ಸುದೀರ್ಘ ವಿಚಾರಣೆ ನಡೆಸಿದ ನ್ಯಾಯಾಲಯ ಮೂವರು ಆರೋಪಿಗಳಿಗೆ ಗಲ್ಲು ಶಿಕ್ಷೆ ವಿಧಿಸಿ ತೀರ್ಪು ನೀಡಿದೆ. ಸೋಮವಾರದಂದು ಪ್ರಕರಣದ ತೀರ್ಪು ಪ್ರಕಟಿಸಿದ ನ್ಯಾಯಾಧೀಶರು ₹3,10,000 ದಂಡ ವಿಧಿಸಿದ್ದಾರೆ. [507,735,742,1003]
story-body: ತಮಿಳುನಾಡಿನಲ್ಲಿ ರಾಜಕೀಯ ವಾತಾವರಣ ಮತ್ತಷ್ಟು ಕಾವೇರಿದೆ. ನಟ ದಳಪತಿ ವಿಜಯ್ (ಅವರ ರಾಜಕೀಯ ಪ್ರವೇಶದ ಬಗ್ಗೆ ಮಾತನಾಡುವಾಗ, ರಾಜ್ಯ ಬಿಜೆಪಿ ಅಧ್ಯಕ್ಷ ನೈನಾರ್ ನಾಗೇಂದ್ರನ್ ನೀಡಿದ ಹೇಳಿಕೆ ಬಾರಿ ವಿವಾದಕ್ಕೆ ಕಾರಣವಾಗಿತ್ತು. ನಟಿ ತ್ರಿಷಾ (ಹೆಸರು ಉಲ್ಲೇಖಿಸದೇ) ಬಗ್ಗೆ ಅನುಚಿತವಾಗಿ ಮಾತನಾಡಿದ್ದಕ್ಕೆ ವಿರೋಧ ವ್ಯಕ್ತವಾಗಿತ್ತು. ಇದೀಗ ವಿವಾದಾತ್ಮಕ ಹೇಳಿಕೆ ಬಳಿಕ ಬಿಜೆಪಿ ನಾಯಕ ನಾಗೇಂದ್ರನ್ ಕ್ಷಮೆ ಕೇಳಿದ್ದಾರೆ. [7,414,223,619]
